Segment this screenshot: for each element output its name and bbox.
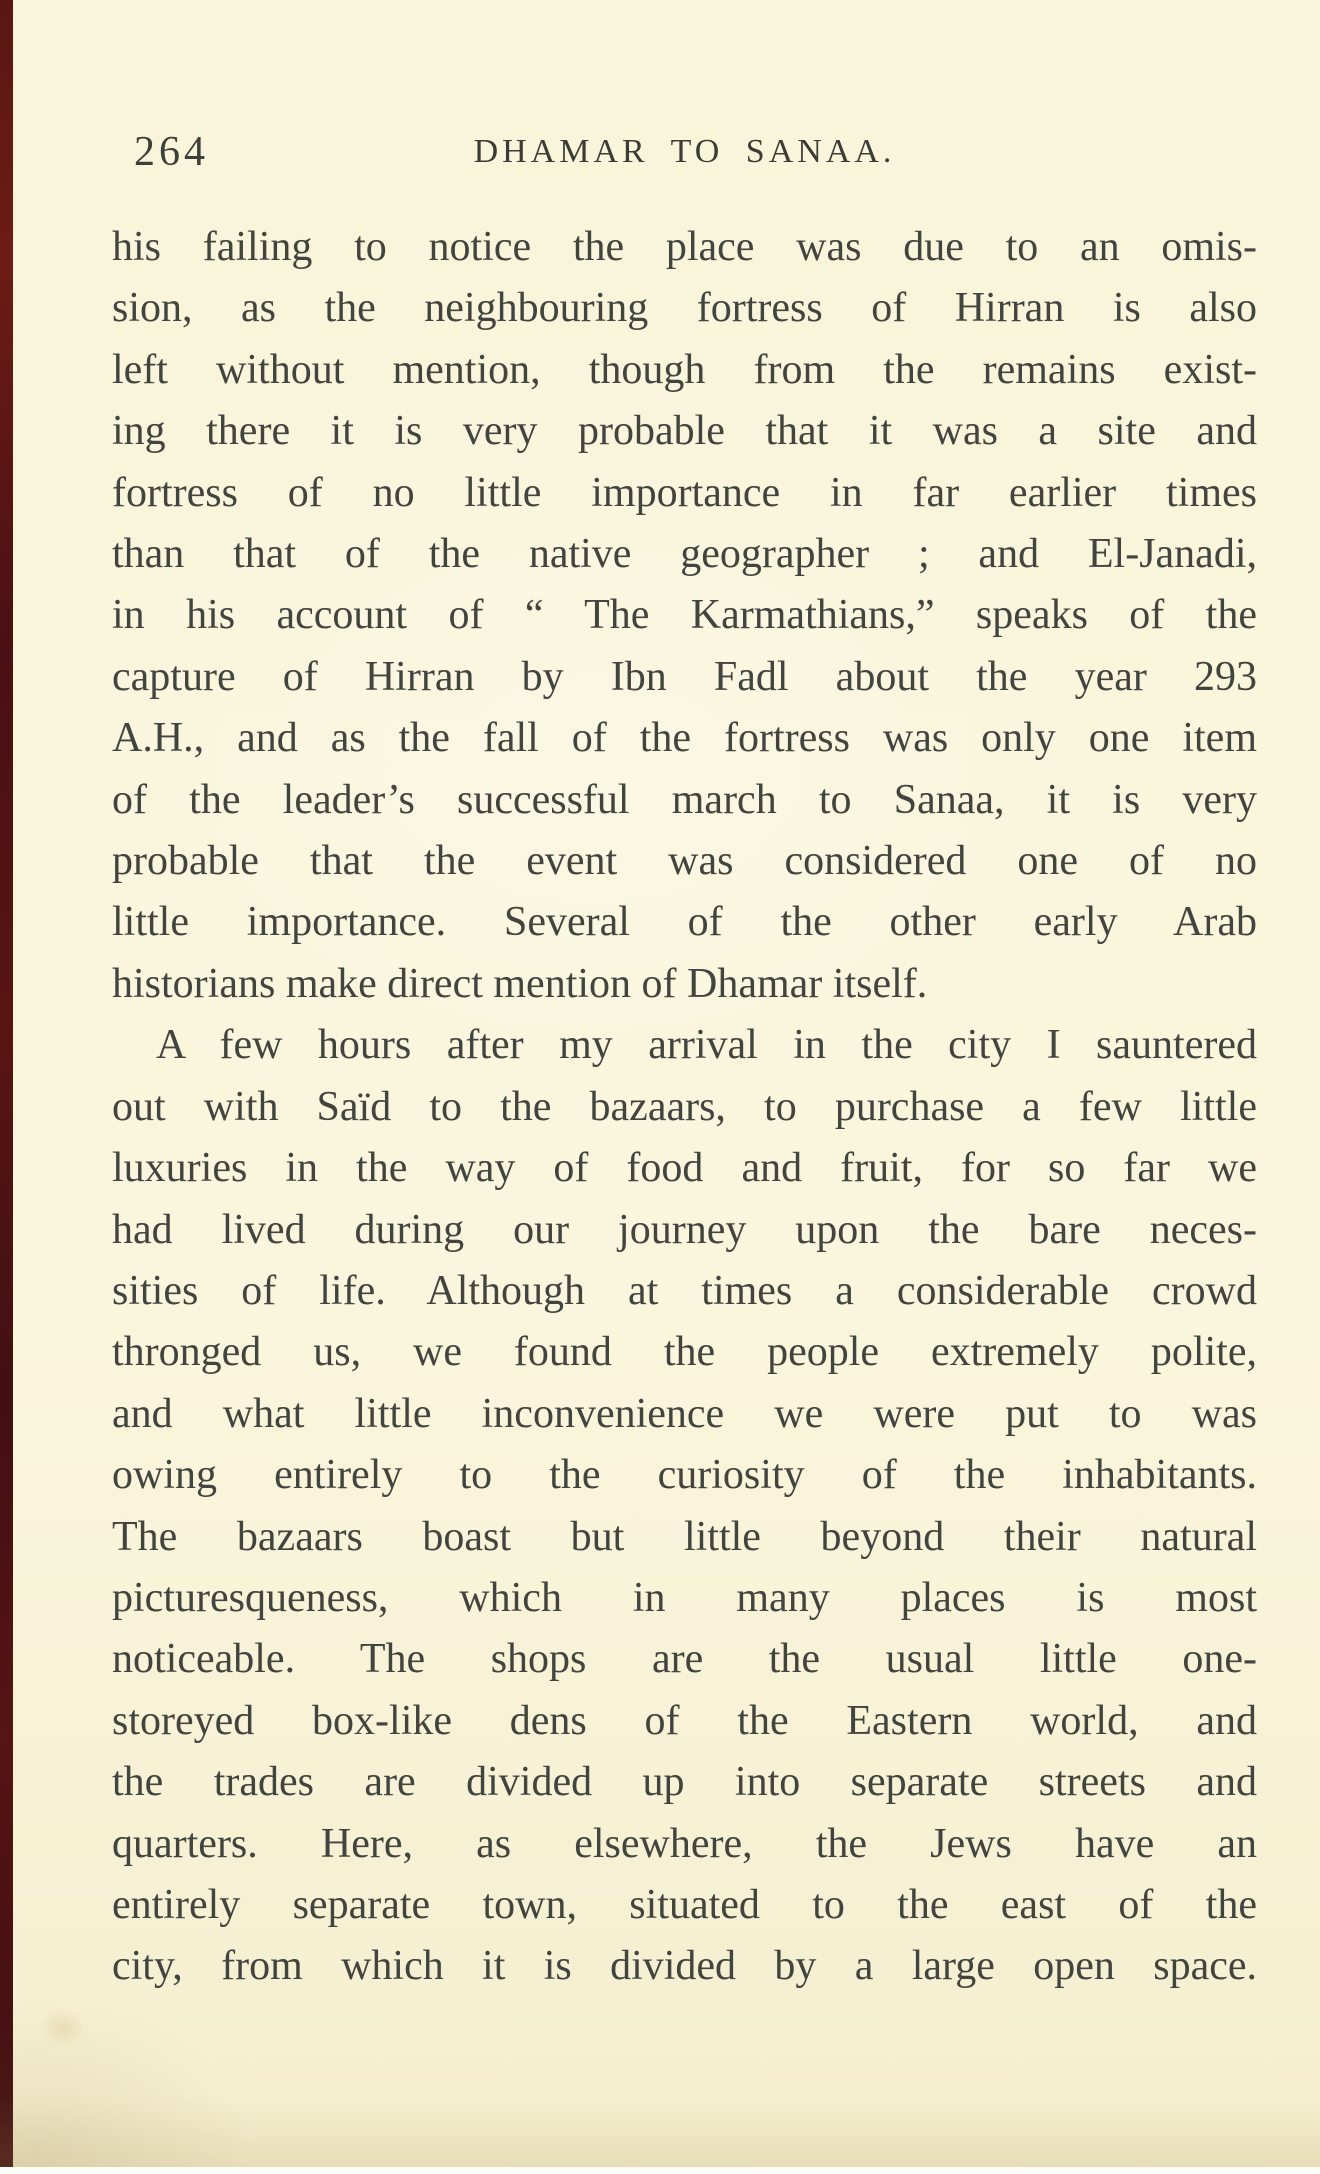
scan-edge-bottom <box>0 2167 1320 2174</box>
text-line: the trades are divided up into separate streets and <box>112 1759 1257 1806</box>
text-line: city, from which it is divided by a large open space. <box>112 1943 1257 1990</box>
text-line: out with Saïd to the bazaars, to purchase a few little <box>112 1083 1257 1130</box>
text-line: probable that the event was considered one of no <box>112 838 1257 885</box>
text-line: than that of the native geographer ; and El-Janadi, <box>112 531 1257 578</box>
text-line: in his account of “ The Karmathians,” speaks of the <box>112 592 1257 639</box>
text-line: noticeable. The shops are the usual little one- <box>112 1636 1257 1683</box>
text-line: luxuries in the way of food and fruit, for so far we <box>112 1145 1257 1192</box>
text-line: and what little inconvenience we were put to was <box>112 1390 1257 1437</box>
text-line: sities of life. Although at times a considerable crowd <box>112 1267 1257 1314</box>
paper-stain <box>40 2008 86 2048</box>
text-line: fortress of no little importance in far earlier times <box>112 469 1257 516</box>
text-line: picturesqueness, which in many places is most <box>112 1574 1257 1621</box>
text-line: his failing to notice the place was due to an omis- <box>112 224 1257 270</box>
text-line: The bazaars boast but little beyond their natural <box>112 1513 1257 1560</box>
text-line: storeyed box-like dens of the Eastern world, and <box>112 1697 1257 1744</box>
text-line: thronged us, we found the people extremely polite, <box>112 1329 1257 1376</box>
text-line: little importance. Several of the other early Arab <box>112 899 1257 946</box>
text-line: had lived during our journey upon the bare neces- <box>112 1206 1257 1253</box>
text-line: ing there it is very probable that it was a site and <box>112 408 1257 455</box>
text-line: of the leader’s successful march to Sanaa, it is very <box>112 776 1257 823</box>
corner-shadow <box>0 1994 260 2174</box>
text-line: A.H., and as the fall of the fortress was only one item <box>112 715 1257 762</box>
text-line: capture of Hirran by Ibn Fadl about the year 293 <box>112 653 1257 700</box>
book-spine-edge <box>0 0 13 2174</box>
text-line: sion, as the neighbouring fortress of Hirran is also <box>112 285 1257 332</box>
text-line: A few hours after my arrival in the city I sauntered <box>156 1022 1257 1069</box>
text-line: quarters. Here, as elsewhere, the Jews have an <box>112 1820 1257 1867</box>
body-text <box>112 217 1257 1998</box>
running-header-title: DHAMAR TO SANAA. <box>473 133 896 170</box>
text-line: left without mention, though from the remains exist- <box>112 346 1257 393</box>
text-line: entirely separate town, situated to the east of the <box>112 1881 1257 1928</box>
page-header <box>112 128 1257 180</box>
page-number: 264 <box>134 129 209 175</box>
text-line: owing entirely to the curiosity of the inhabitants. <box>112 1452 1257 1499</box>
text-line: historians make direct mention of Dhamar itself. <box>112 960 928 1007</box>
